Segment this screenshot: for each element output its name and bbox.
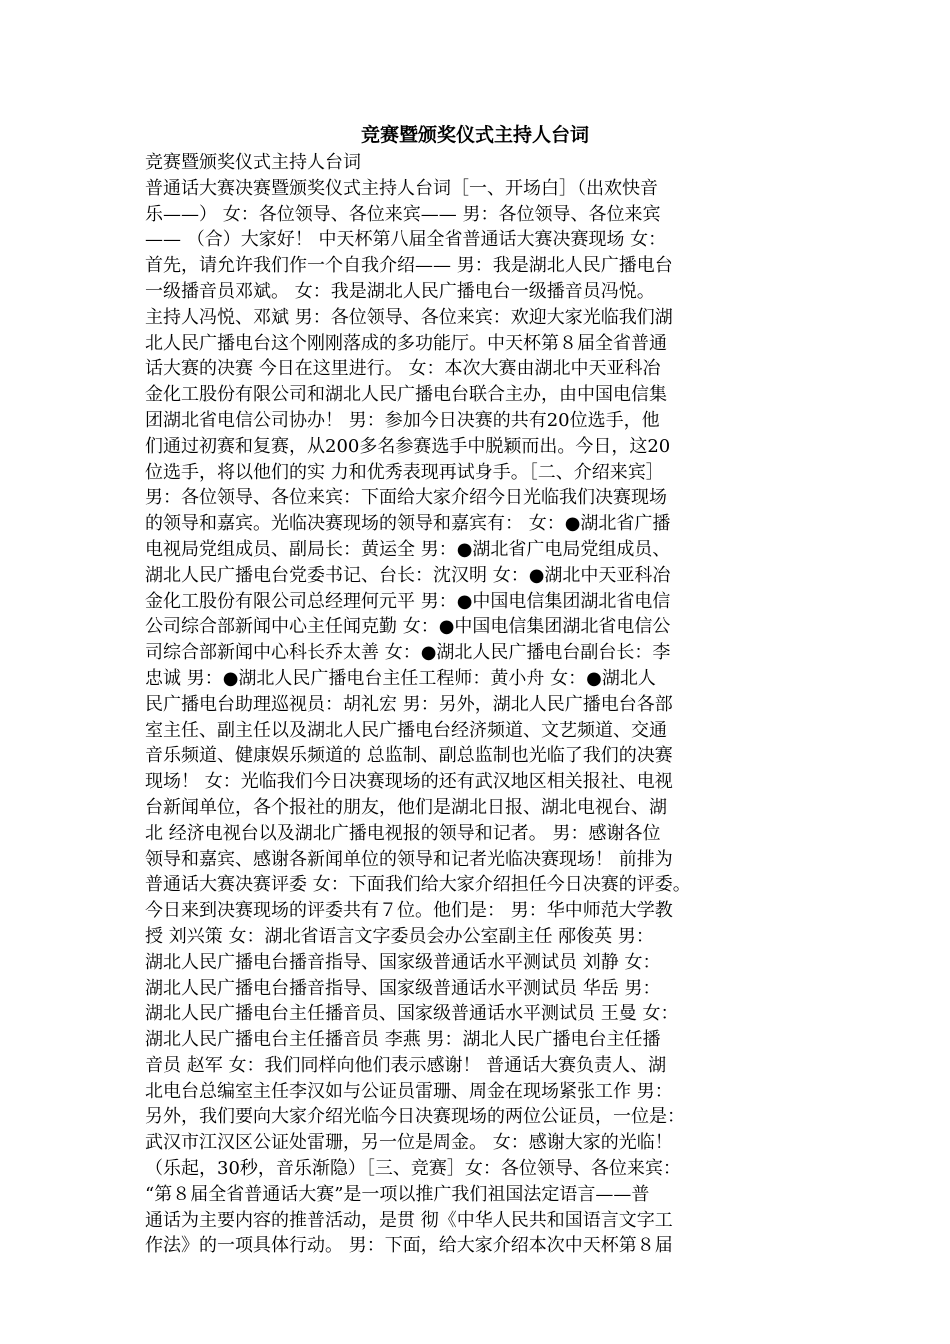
body-text-line: 北电台总编室主任李汉如与公证员雷珊、周金在现场紧张工作 男： bbox=[145, 1080, 673, 1102]
body-text-line: 北 经济电视台以及湖北广播电视报的领导和记者。 男：感谢各位 bbox=[145, 822, 661, 844]
body-text-line: 忠诚 男：●湖北人民广播电台主任工程师：黄小舟 女：●湖北人 bbox=[145, 667, 656, 689]
body-text-line: 金化工股份有限公司总经理何元平 男：●中国电信集团湖北省电信 bbox=[145, 590, 671, 612]
body-text-line: 主持人冯悦、邓斌 男：各位领导、各位来宾：欢迎大家光临我们湖 bbox=[145, 306, 673, 328]
body-text-line: 的领导和嘉宾。光临决赛现场的领导和嘉宾有： 女：●湖北省广播 bbox=[145, 513, 671, 535]
body-text-line: 通话为主要内容的推普活动，是贯 彻《中华人民共和国语言文字工 bbox=[145, 1209, 673, 1231]
body-text-line: 位选手，将以他们的实 力和优秀表现再试身手。［二、介绍来宾］ bbox=[145, 461, 664, 483]
body-text-line: 电视局党组成员、副局长：黄运全 男：●湖北省广电局党组成员、 bbox=[145, 538, 671, 560]
body-text-line: 作法》的一项具体行动。 男：下面，给大家介绍本次中天杯第８届 bbox=[145, 1235, 673, 1257]
document-body bbox=[145, 150, 817, 1259]
body-text-line: 团湖北省电信公司协办！ 男：参加今日决赛的共有20位选手，他 bbox=[145, 409, 660, 431]
body-text-line: 竞赛暨颁奖仪式主持人台词 bbox=[145, 152, 361, 173]
body-text-line: 湖北人民广播电台党委书记、台长：沈汉明 女：●湖北中天亚科冶 bbox=[145, 564, 671, 586]
body-text-line: 湖北人民广播电台主任播音员、国家级普通话水平测试员 王曼 女： bbox=[145, 1003, 679, 1025]
body-text-line: 台新闻单位，各个报社的朋友，他们是湖北日报、湖北电视台、湖 bbox=[145, 796, 667, 818]
body-text-line: “第８届全省普通话大赛”是一项以推广我们祖国法定语言——普 bbox=[145, 1183, 650, 1205]
body-text-line: 金化工股份有限公司和湖北人民广播电台联合主办，由中国电信集 bbox=[145, 384, 667, 406]
body-text-line: 领导和嘉宾、感谢各新闻单位的领导和记者光临决赛现场！ 前排为 bbox=[145, 848, 673, 870]
body-text-line: 授 刘兴策 女：湖北省语言文字委员会办公室副主任 邴俊英 男： bbox=[145, 925, 654, 947]
body-text-line: 现场！ 女：光临我们今日决赛现场的还有武汉地区相关报社、电视 bbox=[145, 771, 673, 793]
body-text-line: 公司综合部新闻中心主任闻克勤 女：●中国电信集团湖北省电信公 bbox=[145, 616, 671, 638]
body-text-line: 普通话大赛决赛评委 女：下面我们给大家介绍担任今日决赛的评委。 bbox=[145, 874, 691, 896]
body-text-line: 今日来到决赛现场的评委共有７位。他们是： 男：华中师范大学教 bbox=[145, 900, 673, 922]
body-text-line: —— （合）大家好！ 中天杯第八届全省普通话大赛决赛现场 女： bbox=[145, 229, 667, 251]
body-text-line: 乐——） 女：各位领导、各位来宾—— 男：各位领导、各位来宾 bbox=[145, 203, 661, 225]
body-text-line: 北人民广播电台这个刚刚落成的多功能厅。中天杯第８届全省普通 bbox=[145, 332, 667, 354]
body-text-line: 话大赛的决赛 今日在这里进行。 女：本次大赛由湖北中天亚科冶 bbox=[145, 358, 661, 380]
body-text-line: 首先，请允许我们作一个自我介绍—— 男：我是湖北人民广播电台 bbox=[145, 255, 673, 277]
body-text-line: 民广播电台助理巡视员：胡礼宏 男：另外，湖北人民广播电台各部 bbox=[145, 693, 673, 715]
body-text-line: 音乐频道、健康娱乐频道的 总监制、副总监制也光临了我们的决赛 bbox=[145, 745, 673, 767]
body-text-line: 音员 赵军 女：我们同样向他们表示感谢！ 普通话大赛负责人、湖 bbox=[145, 1054, 667, 1076]
body-text-line: （乐起，30秒，音乐渐隐）［三、竞赛］女：各位领导、各位来宾： bbox=[145, 1158, 681, 1180]
body-text-line: 普通话大赛决赛暨颁奖仪式主持人台词［一、开场白］（出欢快音 bbox=[145, 177, 658, 199]
body-text-line: 湖北人民广播电台播音指导、国家级普通话水平测试员 华岳 男： bbox=[145, 977, 661, 999]
document-title: 竞赛暨颁奖仪式主持人台词 bbox=[360, 124, 589, 146]
body-text-line: 男：各位领导、各位来宾：下面给大家介绍今日光临我们决赛现场 bbox=[145, 487, 667, 509]
body-text-line: 们通过初赛和复赛，从200多名参赛选手中脱颖而出。今日，这20 bbox=[145, 435, 671, 457]
body-text-line: 司综合部新闻中心科长乔太善 女：●湖北人民广播电台副台长：李 bbox=[145, 642, 671, 664]
body-text-line: 湖北人民广播电台播音指导、国家级普通话水平测试员 刘静 女： bbox=[145, 951, 661, 973]
body-text-line: 另外，我们要向大家介绍光临今日决赛现场的两位公证员，一位是： bbox=[145, 1106, 685, 1128]
body-text-line: 武汉市江汉区公证处雷珊，另一位是周金。 女：感谢大家的光临！ bbox=[145, 1132, 673, 1154]
body-text-line: 一级播音员邓斌。 女：我是湖北人民广播电台一级播音员冯悦。 bbox=[145, 280, 655, 302]
body-text-line: 室主任、副主任以及湖北人民广播电台经济频道、文艺频道、交通 bbox=[145, 719, 667, 741]
body-text-line: 湖北人民广播电台主任播音员 李燕 男：湖北人民广播电台主任播 bbox=[145, 1029, 661, 1051]
